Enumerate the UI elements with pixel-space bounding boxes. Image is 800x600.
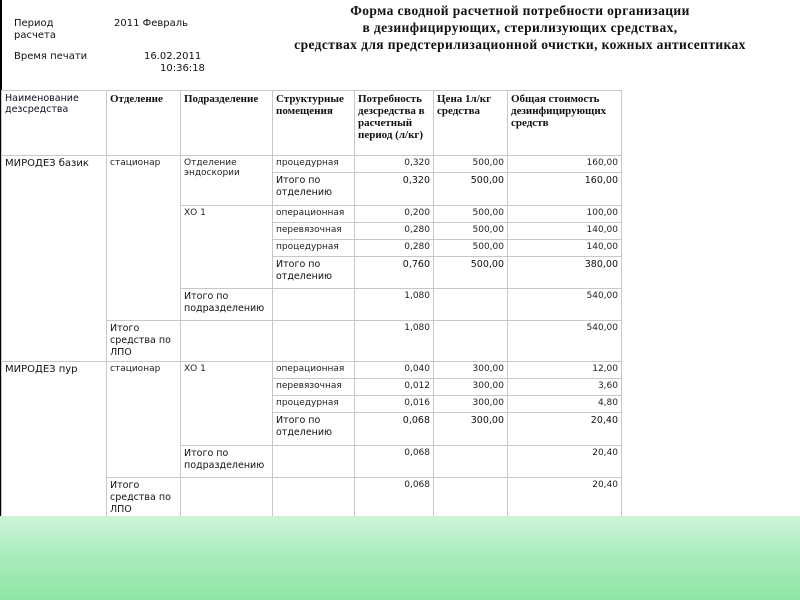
room: перевязочная (273, 379, 355, 396)
total-value: 100,00 (508, 206, 622, 223)
total-value: 540,00 (508, 321, 622, 362)
subdivision: ХО 1 (181, 206, 273, 289)
need-value: 1,080 (355, 321, 434, 362)
division-total-label: Итого по подразделению (181, 446, 273, 478)
empty-cell (273, 321, 355, 362)
empty-cell (434, 289, 508, 321)
lpo-total-label: Итого средства по ЛПО (107, 321, 181, 362)
need-value: 0,068 (355, 413, 434, 446)
period-value: 2011 Февраль (114, 18, 189, 29)
table-row (2, 156, 622, 173)
lpo-total-label: Итого средства по ЛПО (107, 478, 181, 519)
need-value: 1,080 (355, 289, 434, 321)
subtotal-label: Итого по отделению (273, 173, 355, 206)
department: стационар (107, 362, 181, 478)
room: операционная (273, 362, 355, 379)
green-gradient-footer (0, 516, 800, 600)
title-line-2: в дезинфицирующих, стерилизующих средствах, (362, 20, 678, 35)
subdivision: ХО 1 (181, 362, 273, 446)
total-value: 3,60 (508, 379, 622, 396)
header-price: Цена 1л/кг средства (434, 91, 508, 156)
total-value: 540,00 (508, 289, 622, 321)
product-name: МИРОДЕЗ базик (2, 156, 107, 362)
empty-cell (181, 478, 273, 519)
period-label-2: расчета (14, 30, 56, 41)
price-value: 300,00 (434, 362, 508, 379)
empty-cell (273, 446, 355, 478)
price-value: 300,00 (434, 413, 508, 446)
total-value: 160,00 (508, 173, 622, 206)
empty-cell (181, 321, 273, 362)
need-value: 0,200 (355, 206, 434, 223)
price-value: 500,00 (434, 156, 508, 173)
empty-cell (273, 289, 355, 321)
report-meta (0, 0, 240, 80)
print-time-label: Время печати (14, 51, 88, 62)
price-value: 500,00 (434, 223, 508, 240)
print-time: 10:36:18 (160, 63, 205, 74)
need-value: 0,068 (355, 478, 434, 519)
need-value: 0,040 (355, 362, 434, 379)
need-value: 0,280 (355, 223, 434, 240)
room: перевязочная (273, 223, 355, 240)
period-label: Период (14, 18, 54, 29)
header-rooms: Структурные помещения (273, 91, 355, 156)
header-department: Отделение (107, 91, 181, 156)
header-total-cost: Общая стоимость дезинфицирующих средств (508, 91, 622, 156)
total-value: 160,00 (508, 156, 622, 173)
need-value: 0,016 (355, 396, 434, 413)
total-value: 12,00 (508, 362, 622, 379)
need-value: 0,280 (355, 240, 434, 257)
need-value: 0,068 (355, 446, 434, 478)
table-header-row (2, 91, 622, 156)
room: операционная (273, 206, 355, 223)
empty-cell (434, 321, 508, 362)
total-value: 20,40 (508, 446, 622, 478)
room: процедурная (273, 156, 355, 173)
header-subdivision: Подразделение (181, 91, 273, 156)
title-line-1: Форма сводной расчетной потребности организации (350, 3, 690, 18)
header-need: Потребность дезсредства в расчетный период (л/кг) (355, 91, 434, 156)
empty-cell (434, 446, 508, 478)
total-value: 380,00 (508, 257, 622, 289)
need-value: 0,320 (355, 173, 434, 206)
title-line-3: средствах для предстерилизационной очистки, кожных антисептиках (294, 37, 746, 52)
total-value: 4,80 (508, 396, 622, 413)
need-value: 0,760 (355, 257, 434, 289)
header-product: Наименование дезсредства (2, 91, 107, 156)
total-value: 20,40 (508, 478, 622, 519)
empty-cell (434, 478, 508, 519)
need-value: 0,012 (355, 379, 434, 396)
price-value: 300,00 (434, 379, 508, 396)
subtotal-label: Итого по отделению (273, 257, 355, 289)
subdivision: Отделение эндоскории (181, 156, 273, 206)
total-value: 140,00 (508, 240, 622, 257)
report-table (1, 90, 622, 519)
price-value: 500,00 (434, 257, 508, 289)
total-value: 20,40 (508, 413, 622, 446)
print-date: 16.02.2011 (144, 51, 202, 62)
price-value: 500,00 (434, 173, 508, 206)
table-row (2, 362, 622, 379)
empty-cell (273, 478, 355, 519)
division-total-label: Итого по подразделению (181, 289, 273, 321)
price-value: 500,00 (434, 206, 508, 223)
need-value: 0,320 (355, 156, 434, 173)
subtotal-label: Итого по отделению (273, 413, 355, 446)
room: процедурная (273, 240, 355, 257)
total-value: 140,00 (508, 223, 622, 240)
room: процедурная (273, 396, 355, 413)
report-title (240, 2, 800, 53)
price-value: 300,00 (434, 396, 508, 413)
price-value: 500,00 (434, 240, 508, 257)
product-name: МИРОДЕЗ пур (2, 362, 107, 519)
department: стационар (107, 156, 181, 321)
